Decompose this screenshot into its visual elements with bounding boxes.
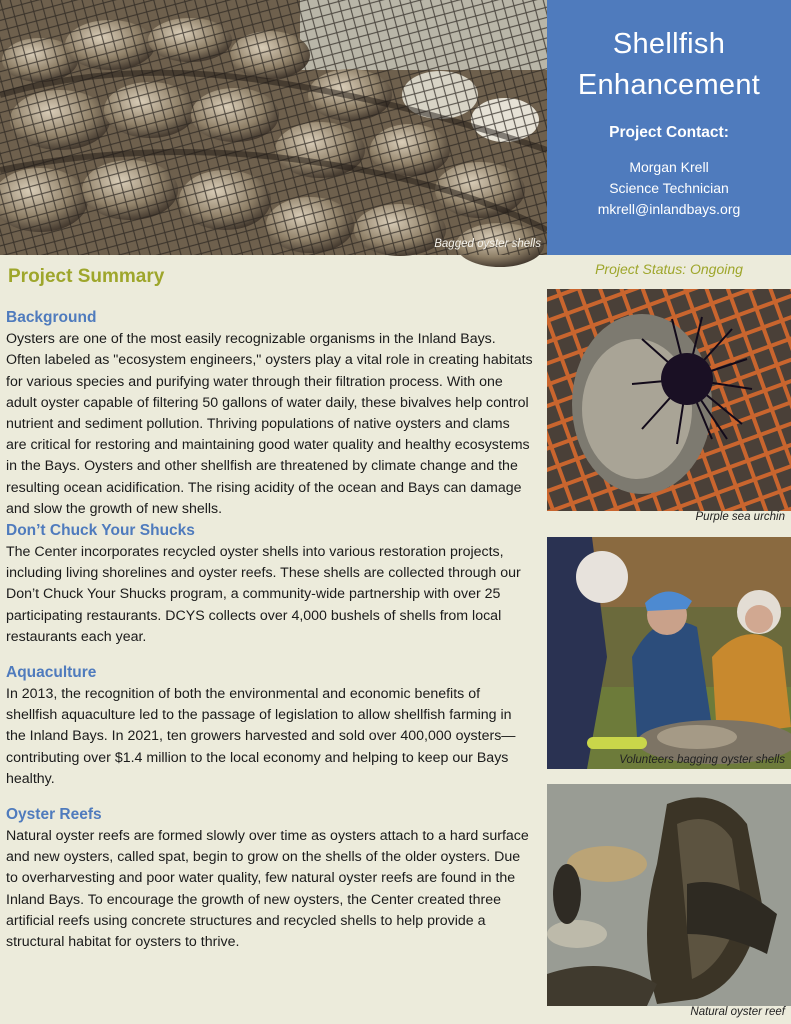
photo-volunteers-bagging [547,537,791,769]
section-body-dont-chuck: The Center incorporates recycled oyster shells into various restoration projects, including living shorelines and oyster reefs. These shells are collected through our Don’t Chuck Your Shucks program, a community-wide partnership with over 25 participating restaurants. DCYS collects over 4,000 bushels of shells from local restaurants each year. [6,544,521,645]
sea-urchin-illustration [547,289,791,511]
section-spacer [6,790,534,804]
section-aquaculture [6,662,534,790]
hero-photo-bagged-oyster-shells [0,0,547,255]
section-oyster-reefs [6,804,534,953]
section-body-aquaculture: In 2013, the recognition of both the environmental and economic benefits of shellfish aquaculture led to the passage of legislation to allow shellfish farming in the Inland Bays. In 2021, ten growers harvested and sold over 400,000 oysters—contributing over $1.4 million to the local economy and helping to keep our Bays healthy. [6,686,516,787]
project-status: Project Status: Ongoing [595,261,743,277]
project-contact-details [547,157,791,220]
caption-natural-oyster-reef: Natural oyster reef [690,1006,785,1018]
section-body-background: Oysters are one of the most easily recognizable organisms in the Inland Bays. Often labeled as "ecosystem engineers," oysters play a vital role in creating habitats for various species and purifying water through their filtration process. With one adult oyster capable of filtering 50 gallons of water daily, these bivalves help control nutrient and sediment pollution. Thriving populations of native oysters and clams are critical for restoring and maintaining good water quality and healthy ecosystems in the Bays. Oysters and other shellfish are threatened by climate change and the resulting ocean acidification. The rising acidity of the ocean and Bays can damage and slow the growth of new shells. [6,331,533,517]
section-body-oyster-reefs: Natural oyster reefs are formed slowly over time as oysters attach to a hard surface and new oysters, called spat, begin to grow on the shells of the older oysters. Due to overharvesting and poor water quality, few natural oyster reefs are found in the Inland Bays. To encourage the growth of new oysters, the Center created three artificial reefs using concrete structures and recycled shells to help provide a structural habitat for oysters to thrive. [6,828,529,951]
photo-natural-oyster-reef [547,784,791,1018]
section-heading-aquaculture: Aquaculture [6,664,97,682]
contact-role: Science Technician [609,180,729,196]
section-heading-background: Background [6,309,97,327]
project-summary-content [6,266,534,953]
contact-email-link[interactable]: mkrell@inlandbays.org [597,201,741,217]
section-spacer [6,648,534,662]
project-contact-heading: Project Contact: [609,124,729,141]
contact-name: Morgan Krell [629,159,709,175]
page-title-line-1: Shellfish [612,28,726,60]
caption-bagged-oyster-shells: Bagged oyster shells [434,238,541,250]
caption-purple-sea-urchin: Purple sea urchin [695,511,785,523]
photo-purple-sea-urchin [547,289,791,523]
oyster-reef-illustration [547,784,791,1006]
project-summary-title: Project Summary [8,266,165,287]
oyster-bags-illustration [0,0,547,255]
volunteers-illustration [547,537,791,769]
caption-volunteers-bagging: Volunteers bagging oyster shells [619,754,785,766]
page-title [547,24,791,106]
title-panel [547,0,791,255]
section-heading-oyster-reefs: Oyster Reefs [6,806,102,824]
section-background [6,307,534,520]
page-title-line-2: Enhancement [577,69,761,101]
section-heading-dont-chuck: Don’t Chuck Your Shucks [6,522,195,540]
section-dont-chuck-your-shucks [6,520,534,648]
